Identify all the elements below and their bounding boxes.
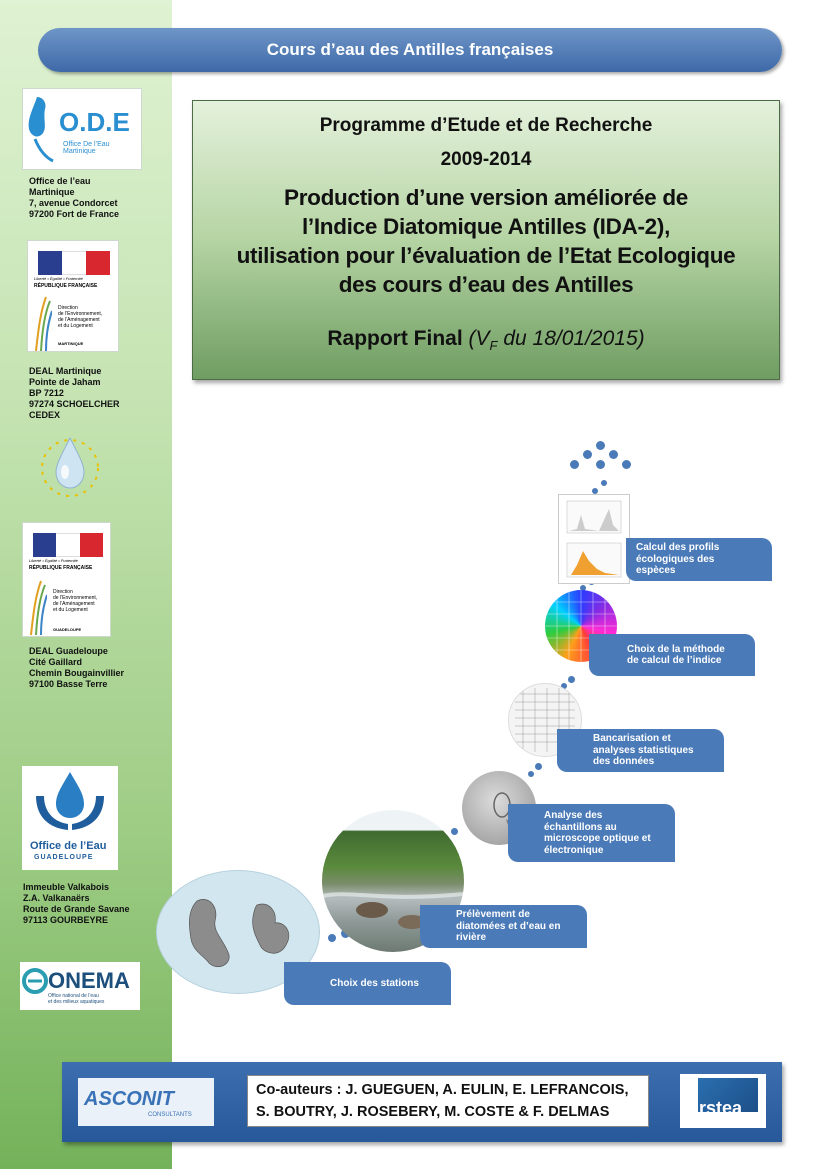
oe-guadeloupe-logo-text: Office de l’Eau (30, 840, 107, 852)
step-data-analysis (557, 729, 724, 772)
coauthors-box (247, 1075, 649, 1127)
step-species-profiles-label: Calcul des profils écologiques des espèces (636, 542, 720, 577)
step-microscope-analysis-label: Analyse des échantillons au microscope optique et électronique (544, 810, 651, 856)
deal-martinique-logo (27, 240, 119, 352)
title-box (192, 100, 780, 380)
asconit-logo (78, 1078, 214, 1126)
main-title (193, 183, 779, 299)
version-prefix: (V (468, 327, 490, 350)
deal-guadeloupe-direction: Direction de l’Environnement, de l’Aménagement et du Logement (53, 589, 98, 613)
step-station-choice (284, 962, 451, 1005)
title-line3: utilisation pour l’évaluation de l’Etat Ecologique (236, 243, 736, 268)
deal-martinique-republic: RÉPUBLIQUE FRANÇAISE (34, 283, 98, 289)
programme-line1: Programme d’Etude et de Recherche (319, 115, 653, 136)
header-banner (38, 28, 782, 72)
deal-stripes-icon (27, 577, 47, 637)
deal-guadeloupe-address: DEAL Guadeloupe Cité Gaillard Chemin Bougainvillier 97100 Basse Terre (29, 646, 125, 689)
onema-logo-sub: Office national de l’eau et des milieux aquatiques (48, 993, 105, 1005)
ode-logo-sub: Office De l’Eau Martinique (63, 141, 110, 155)
asconit-logo-sub: CONSULTANTS (148, 1112, 192, 1118)
report-label: Rapport Final (327, 327, 463, 350)
title-line1: Production d’une version améliorée de (284, 185, 688, 210)
step-sampling-label: Prélèvement de diatomées et d’eau en rivière (456, 909, 561, 944)
coauthors-line1: Co-auteurs : J. GUEGUEN, A. EULIN, E. LEFRANCOIS, (256, 1082, 629, 1098)
marianne-flag-icon (38, 251, 110, 275)
deal-martinique-region: MARTINIQUE (58, 341, 84, 346)
deal-guadeloupe-republic: RÉPUBLIQUE FRANÇAISE (29, 565, 93, 571)
step-species-profiles (626, 538, 772, 581)
programme-heading (193, 109, 779, 177)
ode-logo (22, 88, 142, 170)
step-sampling (420, 905, 587, 948)
step-data-analysis-label: Bancarisation et analyses statistiques des données (593, 733, 694, 768)
title-line2: l’Indice Diatomique Antilles (IDA-2), (301, 214, 671, 239)
programme-line2: 2009-2014 (440, 149, 532, 170)
hands-drop-icon (22, 766, 118, 836)
eu-water-drop-icon (34, 432, 114, 502)
step-microscope-analysis (508, 804, 675, 862)
oe-guadeloupe-address: Immeuble Valkabois Z.A. Valkanaërs Route de Grande Savane 97113 GOURBEYRE (23, 882, 130, 925)
step-index-method (589, 634, 755, 676)
version-sub: F (489, 338, 498, 354)
coauthors-line2: S. BOUTRY, J. ROSEBERY, M. COSTE & F. DELMAS (256, 1104, 610, 1120)
deal-martinique-motto: Liberté • Égalité • Fraternité (34, 276, 83, 281)
version-rest: du 18/01/2015) (497, 327, 645, 350)
deal-guadeloupe-region: GUADELOUPE (53, 627, 82, 632)
oe-guadeloupe-logo (22, 766, 118, 870)
asconit-logo-text: ASCONIT (84, 1088, 174, 1110)
title-line4: des cours d’eau des Antilles (338, 272, 634, 297)
irstea-logo-text: irstea (694, 1098, 743, 1118)
oe-guadeloupe-logo-sub: GUADELOUPE (34, 854, 94, 861)
profile-curves-icon (559, 495, 629, 583)
onema-logo-text: ONEMA (48, 968, 130, 993)
ode-logo-text: O.D.E (59, 107, 130, 137)
marianne-flag-icon (33, 533, 103, 557)
deal-martinique-direction: Direction de l’Environnement, de l’Aménagement et du Logement (58, 305, 103, 329)
banner-title: Cours d’eau des Antilles françaises (266, 40, 554, 59)
species-profile-graphs (558, 494, 630, 584)
deal-martinique-address: DEAL Martinique Pointe de Jaham BP 7212 97274 SCHOELCHER CEDEX (29, 366, 120, 420)
onema-swirl-icon (22, 966, 48, 996)
deal-guadeloupe-motto: Liberté • Égalité • Fraternité (29, 558, 78, 563)
onema-logo (20, 962, 140, 1010)
step-index-method-label: Choix de la méthode de calcul de l’indice (627, 643, 725, 666)
step-station-choice-label: Choix des stations (330, 977, 419, 989)
report-version (193, 325, 779, 360)
deal-stripes-icon (32, 293, 52, 353)
deal-guadeloupe-logo (22, 522, 111, 637)
irstea-logo (680, 1074, 766, 1128)
ode-address: Office de l’eau Martinique 7, avenue Condorcet 97200 Fort de France (29, 176, 120, 219)
